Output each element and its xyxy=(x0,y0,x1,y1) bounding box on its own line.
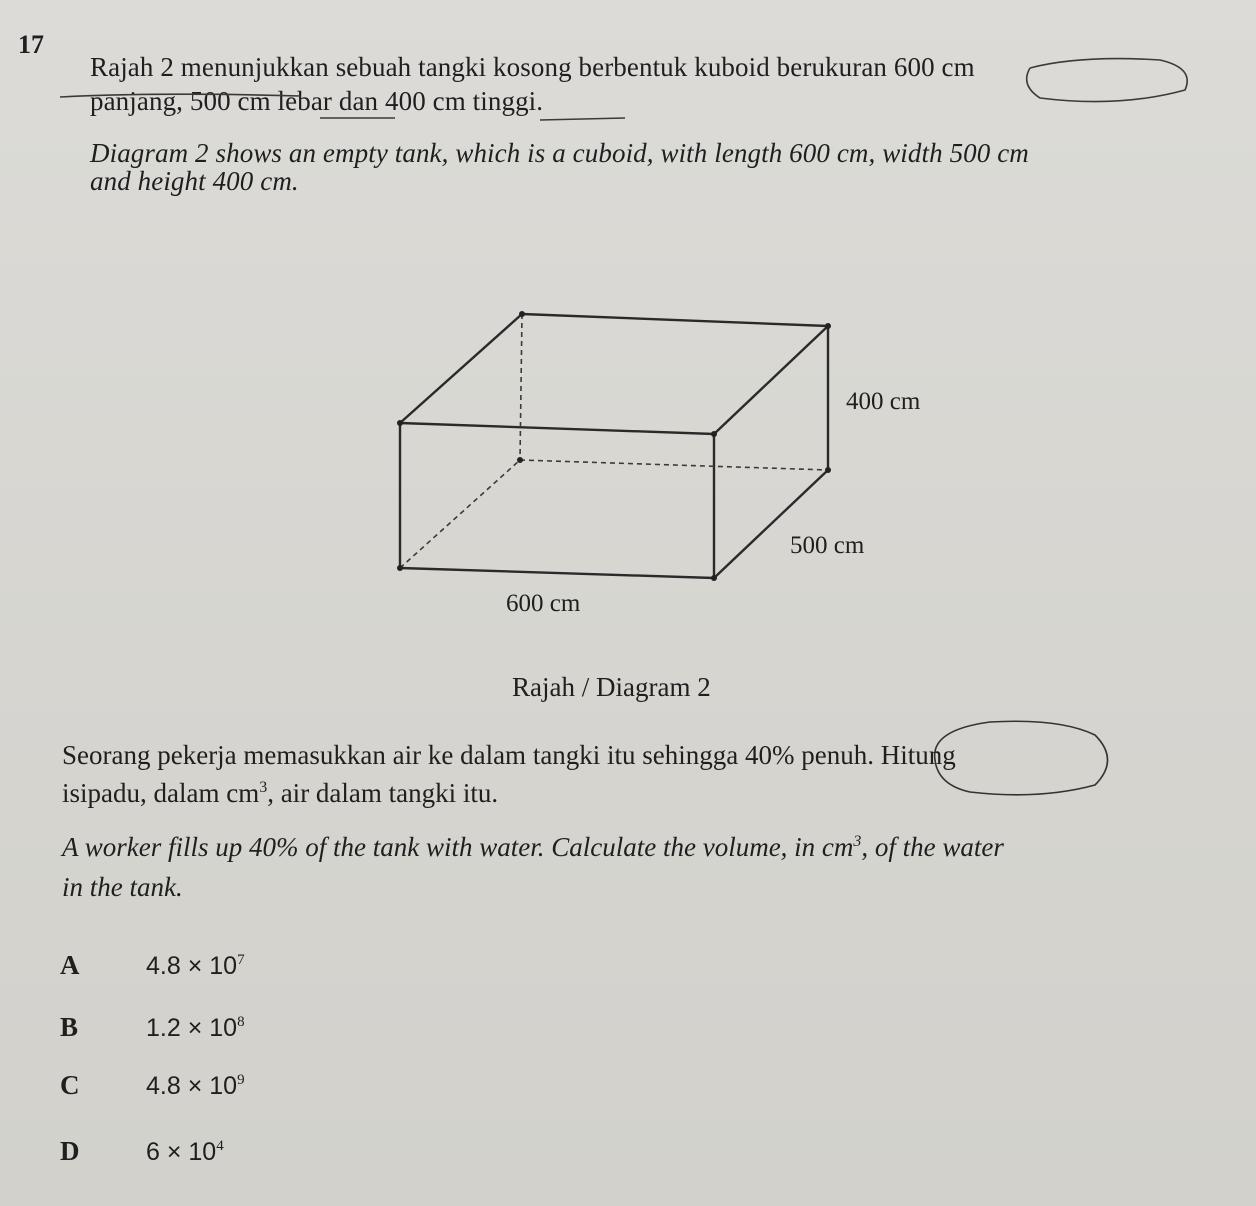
option-exponent: 7 xyxy=(237,952,245,968)
diagram-caption: Rajah / Diagram 2 xyxy=(512,672,711,702)
vertex-dot xyxy=(397,565,403,571)
vertex-dot xyxy=(517,457,523,463)
vertex-dot xyxy=(825,323,831,329)
prompt-english-line-2: in the tank. xyxy=(62,872,183,902)
top-left-edge xyxy=(400,314,522,423)
hidden-left-bottom-edge xyxy=(400,460,520,568)
hidden-back-bottom-edge xyxy=(520,460,828,470)
option-letter: D xyxy=(60,1136,80,1166)
front-top-edge xyxy=(400,423,714,434)
option-c[interactable] xyxy=(60,1070,245,1101)
height-label: 400 cm xyxy=(846,388,921,415)
prompt-english-line-1 xyxy=(62,832,1004,863)
prompt-english-line-1-end: , of the water xyxy=(861,832,1004,862)
prompt-malay-line-1: Seorang pekerja memasukkan air ke dalam tangki itu sehingga 40% penuh. Hitung xyxy=(62,740,956,770)
option-b[interactable] xyxy=(60,1012,245,1043)
top-right-edge xyxy=(714,326,828,434)
question-english-line-2: and height 400 cm. xyxy=(90,166,299,196)
question-malay-line-2: panjang, 500 cm lebar dan 400 cm tinggi. xyxy=(90,86,544,116)
width-label: 500 cm xyxy=(790,532,865,559)
option-a[interactable] xyxy=(60,950,245,981)
option-exponent: 8 xyxy=(237,1014,245,1030)
front-bottom-edge xyxy=(400,568,714,578)
option-value: 1.2 × 10 xyxy=(146,1014,238,1042)
prompt-malay-line-2-text: isipadu, dalam cm xyxy=(62,778,260,808)
option-d[interactable] xyxy=(60,1136,224,1167)
vertex-dot xyxy=(825,467,831,473)
length-label: 600 cm xyxy=(506,590,581,617)
prompt-malay-line-2-end: , air dalam tangki itu. xyxy=(267,778,499,808)
prompt-malay-line-2 xyxy=(62,778,498,809)
option-value: 6 × 10 xyxy=(146,1138,217,1166)
vertex-dot xyxy=(711,575,717,581)
option-letter: A xyxy=(60,950,80,980)
vertex-dot xyxy=(397,420,403,426)
option-value: 4.8 × 10 xyxy=(146,952,238,980)
question-english-line-1: Diagram 2 shows an empty tank, which is a cuboid, with length 600 cm, width 500 cm xyxy=(90,138,1029,168)
option-letter: C xyxy=(60,1070,80,1100)
prompt-malay-unit-exponent: 3 xyxy=(259,779,268,796)
prompt-english-unit-exponent: 3 xyxy=(853,833,862,850)
prompt-english-line-1-text: A worker fills up 40% of the tank with water. Calculate the volume, in cm xyxy=(62,832,854,862)
top-back-edge xyxy=(522,314,828,326)
option-exponent: 9 xyxy=(237,1072,245,1088)
vertex-dot xyxy=(519,311,525,317)
vertex-dot xyxy=(711,431,717,437)
option-exponent: 4 xyxy=(216,1138,224,1154)
question-number: 17 xyxy=(18,30,44,59)
option-value: 4.8 × 10 xyxy=(146,1072,238,1100)
hidden-back-vertical-edge xyxy=(520,314,522,460)
option-letter: B xyxy=(60,1012,79,1042)
bottom-right-edge xyxy=(714,470,828,578)
question-malay-line-1: Rajah 2 menunjukkan sebuah tangki kosong berbentuk kuboid berukuran 600 cm xyxy=(90,52,975,82)
